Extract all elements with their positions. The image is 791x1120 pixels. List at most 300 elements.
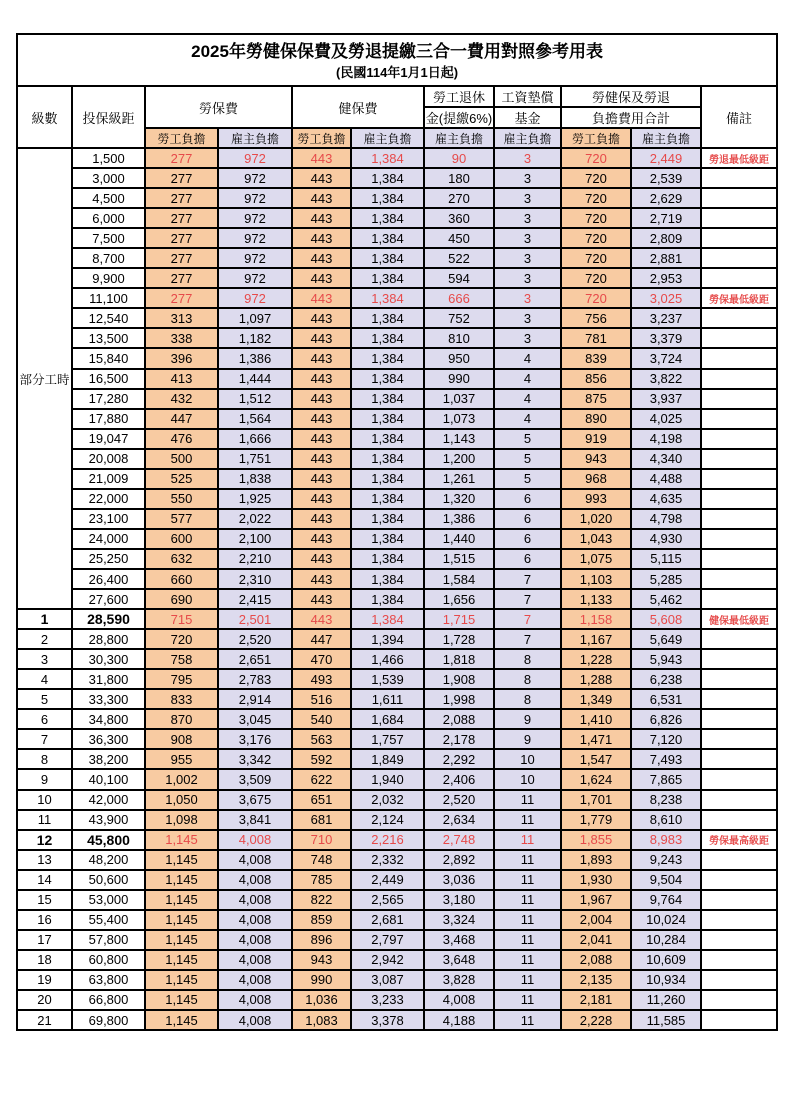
cell-health-employer: 1,384 (351, 288, 424, 308)
cell-labor-employer: 2,415 (218, 589, 292, 609)
cell-labor-employee: 277 (145, 248, 218, 268)
cell-total-employer: 2,719 (631, 208, 701, 228)
cell-labor-employer: 2,022 (218, 509, 292, 529)
cell-remark (701, 930, 777, 950)
cell-pension-employer: 2,748 (424, 830, 494, 850)
cell-wage-fund-employer: 4 (494, 409, 561, 429)
cell-health-employee: 443 (292, 168, 351, 188)
cell-health-employee: 443 (292, 449, 351, 469)
cell-total-employee: 1,043 (561, 529, 631, 549)
cell-level: 14 (17, 870, 72, 890)
cell-labor-employer: 3,045 (218, 709, 292, 729)
table-row (17, 268, 777, 288)
cell-wage-fund-employer: 11 (494, 910, 561, 930)
table-row (17, 449, 777, 469)
cell-labor-employee: 1,145 (145, 970, 218, 990)
cell-health-employee: 443 (292, 589, 351, 609)
cell-wage-fund-employer: 11 (494, 890, 561, 910)
cell-total-employer: 10,024 (631, 910, 701, 930)
cell-labor-employee: 1,145 (145, 850, 218, 870)
cell-pension-employer: 450 (424, 228, 494, 248)
cell-pension-employer: 270 (424, 188, 494, 208)
cell-bracket: 23,100 (72, 509, 145, 529)
cell-labor-employee: 277 (145, 148, 218, 168)
cell-bracket: 66,800 (72, 990, 145, 1010)
cell-bracket: 19,047 (72, 429, 145, 449)
cell-remark (701, 569, 777, 589)
cell-level: 5 (17, 689, 72, 709)
cell-total-employer: 9,504 (631, 870, 701, 890)
cell-remark (701, 709, 777, 729)
cell-wage-fund-employer: 3 (494, 188, 561, 208)
cell-labor-employee: 1,145 (145, 930, 218, 950)
cell-pension-employer: 90 (424, 148, 494, 168)
cell-labor-employee: 758 (145, 649, 218, 669)
cell-health-employer: 2,681 (351, 910, 424, 930)
cell-labor-employer: 1,182 (218, 328, 292, 348)
cell-labor-employer: 4,008 (218, 930, 292, 950)
cell-bracket: 63,800 (72, 970, 145, 990)
cell-labor-employer: 4,008 (218, 850, 292, 870)
cell-remark (701, 1010, 777, 1030)
cell-level: 18 (17, 950, 72, 970)
comparison-table (16, 33, 778, 1031)
cell-labor-employer: 2,783 (218, 669, 292, 689)
header-health-employee-burden: 勞工負擔 (292, 128, 351, 148)
cell-health-employer: 1,611 (351, 689, 424, 709)
cell-bracket: 28,800 (72, 629, 145, 649)
header-row-groups-1 (17, 86, 777, 107)
cell-total-employer: 3,237 (631, 308, 701, 328)
cell-health-employee: 443 (292, 208, 351, 228)
cell-bracket: 4,500 (72, 188, 145, 208)
cell-total-employer: 4,340 (631, 449, 701, 469)
header-labor-employee-burden: 勞工負擔 (145, 128, 218, 148)
cell-pension-employer: 3,036 (424, 870, 494, 890)
cell-level: 16 (17, 910, 72, 930)
cell-labor-employee: 1,002 (145, 769, 218, 789)
cell-labor-employer: 972 (218, 288, 292, 308)
cell-remark (701, 890, 777, 910)
cell-pension-employer: 1,908 (424, 669, 494, 689)
cell-labor-employer: 1,444 (218, 369, 292, 389)
cell-health-employer: 1,384 (351, 268, 424, 288)
cell-wage-fund-employer: 6 (494, 529, 561, 549)
table-row (17, 850, 777, 870)
cell-remark (701, 790, 777, 810)
cell-health-employee: 443 (292, 509, 351, 529)
cell-wage-fund-employer: 5 (494, 429, 561, 449)
cell-labor-employee: 447 (145, 409, 218, 429)
cell-health-employee: 748 (292, 850, 351, 870)
cell-labor-employer: 2,520 (218, 629, 292, 649)
cell-labor-employer: 1,751 (218, 449, 292, 469)
cell-total-employer: 8,238 (631, 790, 701, 810)
cell-labor-employer: 4,008 (218, 910, 292, 930)
cell-total-employer: 9,243 (631, 850, 701, 870)
table-row (17, 910, 777, 930)
cell-labor-employer: 4,008 (218, 970, 292, 990)
cell-pension-employer: 2,178 (424, 729, 494, 749)
cell-total-employer: 5,649 (631, 629, 701, 649)
cell-pension-employer: 2,406 (424, 769, 494, 789)
table-row (17, 669, 777, 689)
cell-total-employer: 3,822 (631, 369, 701, 389)
cell-remark (701, 449, 777, 469)
cell-labor-employer: 972 (218, 228, 292, 248)
cell-total-employer: 2,881 (631, 248, 701, 268)
cell-total-employee: 890 (561, 409, 631, 429)
cell-health-employee: 443 (292, 228, 351, 248)
cell-total-employee: 720 (561, 228, 631, 248)
header-remark: 備註 (701, 86, 777, 148)
premium-reference-table (16, 33, 776, 1031)
cell-total-employee: 1,167 (561, 629, 631, 649)
cell-total-employee: 856 (561, 369, 631, 389)
table-row (17, 168, 777, 188)
cell-remark: 勞保最高級距 (701, 830, 777, 850)
cell-pension-employer: 1,073 (424, 409, 494, 429)
cell-labor-employee: 476 (145, 429, 218, 449)
cell-remark (701, 970, 777, 990)
cell-labor-employee: 715 (145, 609, 218, 629)
cell-level: 15 (17, 890, 72, 910)
table-row (17, 930, 777, 950)
cell-level: 7 (17, 729, 72, 749)
table-row (17, 188, 777, 208)
cell-level: 13 (17, 850, 72, 870)
cell-bracket: 55,400 (72, 910, 145, 930)
cell-labor-employee: 1,145 (145, 830, 218, 850)
cell-pension-employer: 2,292 (424, 749, 494, 769)
cell-remark (701, 328, 777, 348)
cell-labor-employer: 4,008 (218, 1010, 292, 1030)
cell-bracket: 42,000 (72, 790, 145, 810)
cell-health-employer: 1,384 (351, 248, 424, 268)
cell-labor-employer: 972 (218, 208, 292, 228)
cell-labor-employee: 432 (145, 389, 218, 409)
cell-total-employee: 1,349 (561, 689, 631, 709)
cell-bracket: 40,100 (72, 769, 145, 789)
cell-labor-employer: 1,838 (218, 469, 292, 489)
cell-health-employee: 681 (292, 810, 351, 830)
cell-labor-employee: 632 (145, 549, 218, 569)
cell-total-employer: 3,025 (631, 288, 701, 308)
cell-level: 4 (17, 669, 72, 689)
cell-total-employer: 9,764 (631, 890, 701, 910)
table-row (17, 870, 777, 890)
cell-total-employer: 2,539 (631, 168, 701, 188)
cell-remark (701, 950, 777, 970)
cell-health-employee: 859 (292, 910, 351, 930)
header-wage-fund-line2: 基金 (494, 107, 561, 128)
cell-pension-employer: 1,584 (424, 569, 494, 589)
cell-health-employee: 443 (292, 188, 351, 208)
cell-wage-fund-employer: 10 (494, 769, 561, 789)
cell-pension-employer: 4,188 (424, 1010, 494, 1030)
cell-remark (701, 429, 777, 449)
cell-wage-fund-employer: 4 (494, 369, 561, 389)
cell-level: 17 (17, 930, 72, 950)
cell-wage-fund-employer: 11 (494, 810, 561, 830)
cell-health-employer: 1,384 (351, 569, 424, 589)
cell-remark (701, 248, 777, 268)
cell-total-employee: 720 (561, 148, 631, 168)
cell-total-employer: 11,260 (631, 990, 701, 1010)
cell-bracket: 3,000 (72, 168, 145, 188)
cell-health-employee: 443 (292, 328, 351, 348)
cell-health-employer: 1,849 (351, 749, 424, 769)
header-bracket: 投保級距 (72, 86, 145, 148)
cell-total-employee: 2,228 (561, 1010, 631, 1030)
cell-remark (701, 208, 777, 228)
cell-pension-employer: 1,728 (424, 629, 494, 649)
cell-health-employer: 1,384 (351, 429, 424, 449)
cell-total-employer: 6,531 (631, 689, 701, 709)
cell-health-employer: 1,384 (351, 308, 424, 328)
cell-wage-fund-employer: 7 (494, 609, 561, 629)
cell-total-employee: 1,624 (561, 769, 631, 789)
cell-wage-fund-employer: 3 (494, 148, 561, 168)
cell-health-employer: 2,942 (351, 950, 424, 970)
cell-labor-employer: 4,008 (218, 890, 292, 910)
cell-health-employer: 1,466 (351, 649, 424, 669)
cell-total-employee: 1,133 (561, 589, 631, 609)
cell-health-employee: 622 (292, 769, 351, 789)
cell-wage-fund-employer: 4 (494, 389, 561, 409)
cell-total-employee: 1,228 (561, 649, 631, 669)
cell-health-employer: 1,384 (351, 168, 424, 188)
cell-level: 8 (17, 749, 72, 769)
cell-health-employer: 1,384 (351, 328, 424, 348)
cell-health-employee: 470 (292, 649, 351, 669)
cell-wage-fund-employer: 3 (494, 208, 561, 228)
title-row (17, 34, 777, 86)
cell-health-employee: 443 (292, 288, 351, 308)
cell-pension-employer: 1,386 (424, 509, 494, 529)
cell-bracket: 20,008 (72, 449, 145, 469)
cell-remark (701, 228, 777, 248)
cell-total-employee: 1,930 (561, 870, 631, 890)
cell-level: 6 (17, 709, 72, 729)
cell-health-employee: 896 (292, 930, 351, 950)
cell-bracket: 9,900 (72, 268, 145, 288)
cell-health-employee: 443 (292, 308, 351, 328)
cell-wage-fund-employer: 3 (494, 268, 561, 288)
cell-labor-employer: 972 (218, 268, 292, 288)
cell-wage-fund-employer: 6 (494, 509, 561, 529)
cell-health-employee: 443 (292, 489, 351, 509)
table-row (17, 288, 777, 308)
cell-total-employee: 839 (561, 348, 631, 368)
table-row (17, 990, 777, 1010)
cell-wage-fund-employer: 6 (494, 549, 561, 569)
cell-wage-fund-employer: 3 (494, 328, 561, 348)
cell-wage-fund-employer: 7 (494, 589, 561, 609)
cell-pension-employer: 2,088 (424, 709, 494, 729)
cell-pension-employer: 3,648 (424, 950, 494, 970)
table-row (17, 830, 777, 850)
cell-level: 2 (17, 629, 72, 649)
cell-health-employee: 651 (292, 790, 351, 810)
cell-wage-fund-employer: 3 (494, 288, 561, 308)
cell-remark (701, 389, 777, 409)
table-row (17, 790, 777, 810)
cell-labor-employee: 660 (145, 569, 218, 589)
cell-health-employer: 1,384 (351, 449, 424, 469)
cell-labor-employee: 277 (145, 208, 218, 228)
cell-total-employee: 2,004 (561, 910, 631, 930)
cell-pension-employer: 1,143 (424, 429, 494, 449)
cell-health-employer: 1,384 (351, 389, 424, 409)
title-cell (17, 34, 777, 86)
cell-wage-fund-employer: 11 (494, 1010, 561, 1030)
cell-health-employer: 3,378 (351, 1010, 424, 1030)
cell-health-employee: 443 (292, 549, 351, 569)
cell-pension-employer: 2,520 (424, 790, 494, 810)
cell-health-employee: 443 (292, 389, 351, 409)
cell-wage-fund-employer: 11 (494, 830, 561, 850)
cell-wage-fund-employer: 11 (494, 930, 561, 950)
cell-total-employer: 4,198 (631, 429, 701, 449)
cell-bracket: 30,300 (72, 649, 145, 669)
cell-wage-fund-employer: 11 (494, 950, 561, 970)
cell-bracket: 36,300 (72, 729, 145, 749)
cell-labor-employer: 3,509 (218, 769, 292, 789)
table-row (17, 148, 777, 168)
cell-health-employee: 540 (292, 709, 351, 729)
cell-total-employee: 720 (561, 268, 631, 288)
cell-health-employer: 1,384 (351, 409, 424, 429)
cell-labor-employee: 277 (145, 228, 218, 248)
cell-wage-fund-employer: 11 (494, 970, 561, 990)
cell-labor-employer: 1,097 (218, 308, 292, 328)
cell-pension-employer: 1,320 (424, 489, 494, 509)
cell-health-employer: 2,449 (351, 870, 424, 890)
cell-health-employer: 2,032 (351, 790, 424, 810)
cell-health-employer: 2,332 (351, 850, 424, 870)
cell-remark (701, 549, 777, 569)
cell-total-employee: 1,103 (561, 569, 631, 589)
cell-wage-fund-employer: 11 (494, 870, 561, 890)
cell-total-employer: 3,724 (631, 348, 701, 368)
cell-total-employer: 5,115 (631, 549, 701, 569)
cell-level: 9 (17, 769, 72, 789)
cell-total-employee: 1,547 (561, 749, 631, 769)
cell-health-employer: 2,797 (351, 930, 424, 950)
cell-total-employer: 5,462 (631, 589, 701, 609)
cell-health-employee: 443 (292, 248, 351, 268)
cell-health-employee: 1,083 (292, 1010, 351, 1030)
cell-bracket: 17,280 (72, 389, 145, 409)
cell-pension-employer: 1,715 (424, 609, 494, 629)
cell-remark (701, 589, 777, 609)
cell-wage-fund-employer: 5 (494, 469, 561, 489)
cell-wage-fund-employer: 11 (494, 990, 561, 1010)
cell-pension-employer: 810 (424, 328, 494, 348)
part-time-merged-cell: 部分工時 (17, 148, 72, 609)
cell-wage-fund-employer: 10 (494, 749, 561, 769)
cell-total-employer: 10,609 (631, 950, 701, 970)
cell-wage-fund-employer: 3 (494, 168, 561, 188)
cell-total-employer: 10,934 (631, 970, 701, 990)
cell-health-employer: 1,384 (351, 549, 424, 569)
cell-pension-employer: 1,656 (424, 589, 494, 609)
cell-total-employer: 8,610 (631, 810, 701, 830)
cell-wage-fund-employer: 7 (494, 569, 561, 589)
cell-labor-employee: 1,145 (145, 1010, 218, 1030)
table-row (17, 1010, 777, 1030)
cell-health-employee: 822 (292, 890, 351, 910)
cell-labor-employer: 3,675 (218, 790, 292, 810)
cell-labor-employee: 1,145 (145, 870, 218, 890)
cell-labor-employee: 500 (145, 449, 218, 469)
cell-pension-employer: 752 (424, 308, 494, 328)
header-health-employer-burden: 雇主負擔 (351, 128, 424, 148)
cell-total-employer: 4,025 (631, 409, 701, 429)
header-labor-insurance: 勞保費 (145, 86, 292, 128)
cell-bracket: 16,500 (72, 369, 145, 389)
header-wage-fund-employer-burden: 雇主負擔 (494, 128, 561, 148)
cell-remark (701, 669, 777, 689)
cell-pension-employer: 3,468 (424, 930, 494, 950)
cell-health-employee: 443 (292, 268, 351, 288)
cell-bracket: 45,800 (72, 830, 145, 850)
cell-remark (701, 910, 777, 930)
cell-health-employer: 3,233 (351, 990, 424, 1010)
cell-pension-employer: 2,634 (424, 810, 494, 830)
cell-total-employer: 3,937 (631, 389, 701, 409)
cell-level: 10 (17, 790, 72, 810)
cell-total-employee: 1,779 (561, 810, 631, 830)
cell-total-employee: 720 (561, 288, 631, 308)
cell-labor-employer: 4,008 (218, 950, 292, 970)
cell-health-employee: 516 (292, 689, 351, 709)
table-row (17, 409, 777, 429)
cell-labor-employee: 908 (145, 729, 218, 749)
cell-health-employee: 443 (292, 609, 351, 629)
cell-total-employer: 8,983 (631, 830, 701, 850)
cell-bracket: 12,540 (72, 308, 145, 328)
cell-labor-employee: 1,145 (145, 890, 218, 910)
table-row (17, 489, 777, 509)
cell-remark (701, 409, 777, 429)
cell-labor-employee: 720 (145, 629, 218, 649)
cell-total-employee: 1,288 (561, 669, 631, 689)
cell-total-employer: 7,120 (631, 729, 701, 749)
header-total-employer-burden: 雇主負擔 (631, 128, 701, 148)
cell-level: 1 (17, 609, 72, 629)
cell-pension-employer: 3,324 (424, 910, 494, 930)
cell-health-employee: 943 (292, 950, 351, 970)
cell-total-employer: 4,488 (631, 469, 701, 489)
cell-pension-employer: 950 (424, 348, 494, 368)
table-row (17, 709, 777, 729)
cell-pension-employer: 1,998 (424, 689, 494, 709)
cell-level: 3 (17, 649, 72, 669)
cell-total-employer: 4,635 (631, 489, 701, 509)
cell-total-employer: 2,449 (631, 148, 701, 168)
cell-labor-employee: 277 (145, 288, 218, 308)
cell-bracket: 34,800 (72, 709, 145, 729)
cell-level: 21 (17, 1010, 72, 1030)
cell-pension-employer: 1,515 (424, 549, 494, 569)
cell-total-employee: 720 (561, 208, 631, 228)
cell-labor-employee: 277 (145, 188, 218, 208)
cell-labor-employee: 833 (145, 689, 218, 709)
cell-pension-employer: 1,037 (424, 389, 494, 409)
cell-bracket: 53,000 (72, 890, 145, 910)
